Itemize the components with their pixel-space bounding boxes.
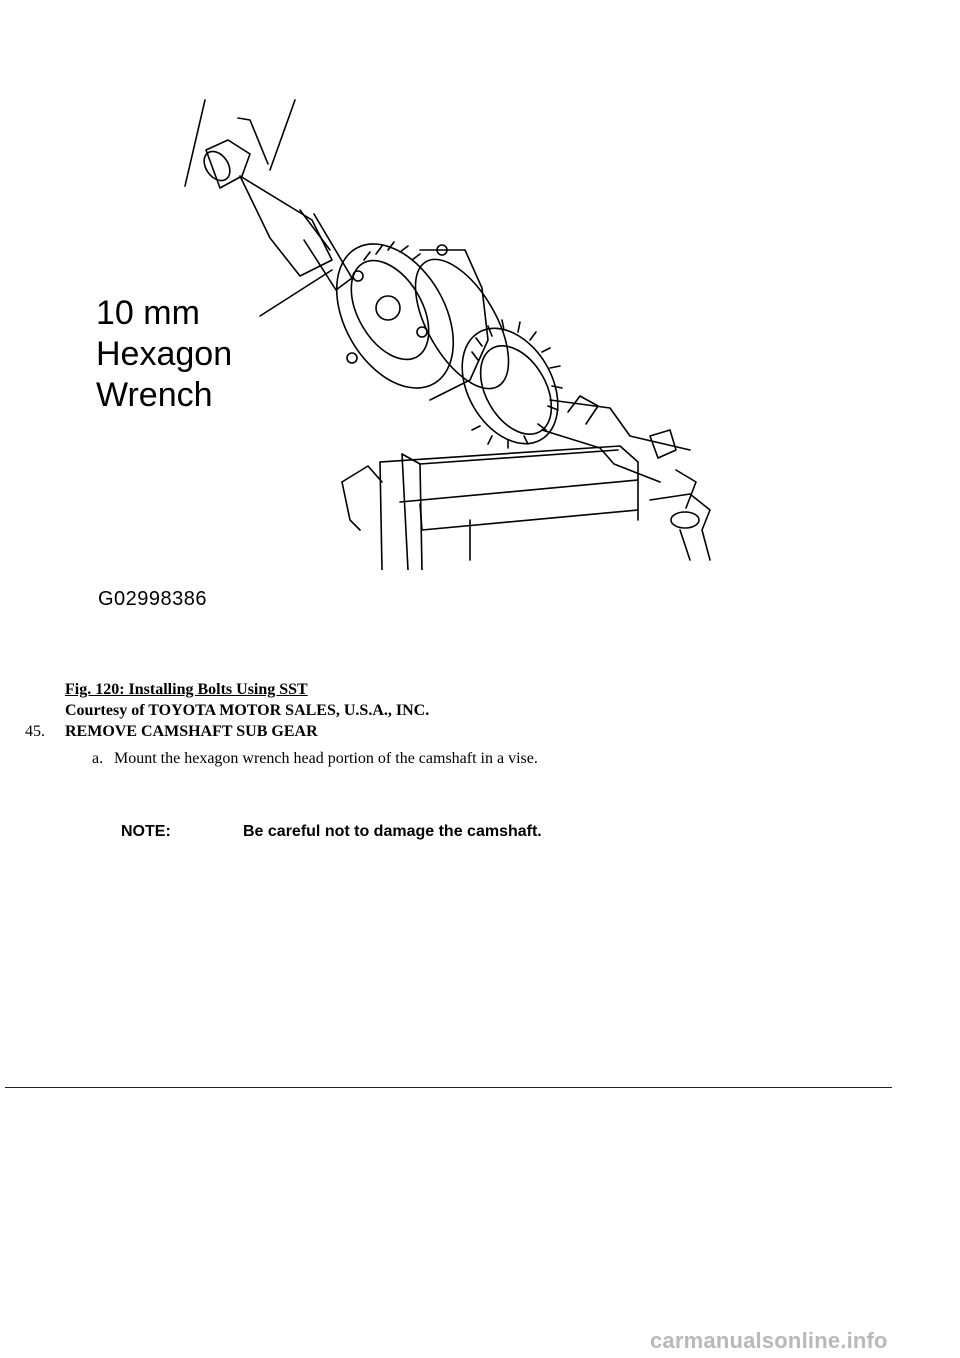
watermark-brand: carmanualsonline.info	[650, 1328, 888, 1353]
callout-wrench: Wrench	[96, 376, 213, 414]
substep-text: Mount the hexagon wrench head portion of the camshaft in a vise.	[114, 750, 538, 767]
step-number: 45.	[25, 723, 45, 740]
caption-title-link[interactable]: Fig. 120: Installing Bolts Using SST	[65, 681, 308, 698]
callout-10mm: 10 mm	[96, 294, 200, 332]
step-heading: REMOVE CAMSHAFT SUB GEAR	[65, 723, 318, 740]
callout-hexagon: Hexagon	[96, 335, 233, 373]
procedure-step	[25, 721, 318, 742]
substep-a	[92, 748, 538, 769]
figure-illustration	[90, 90, 730, 620]
note-box	[121, 823, 542, 841]
substep-letter: a.	[92, 750, 104, 767]
note-text: Be careful not to damage the camshaft.	[243, 823, 542, 840]
figure-caption	[65, 679, 429, 721]
figure-id: G02998386	[98, 588, 208, 610]
caption-credit: Courtesy of TOYOTA MOTOR SALES, U.S.A., INC.	[65, 702, 430, 719]
note-label: NOTE:	[121, 823, 171, 840]
page-divider	[5, 1087, 892, 1088]
